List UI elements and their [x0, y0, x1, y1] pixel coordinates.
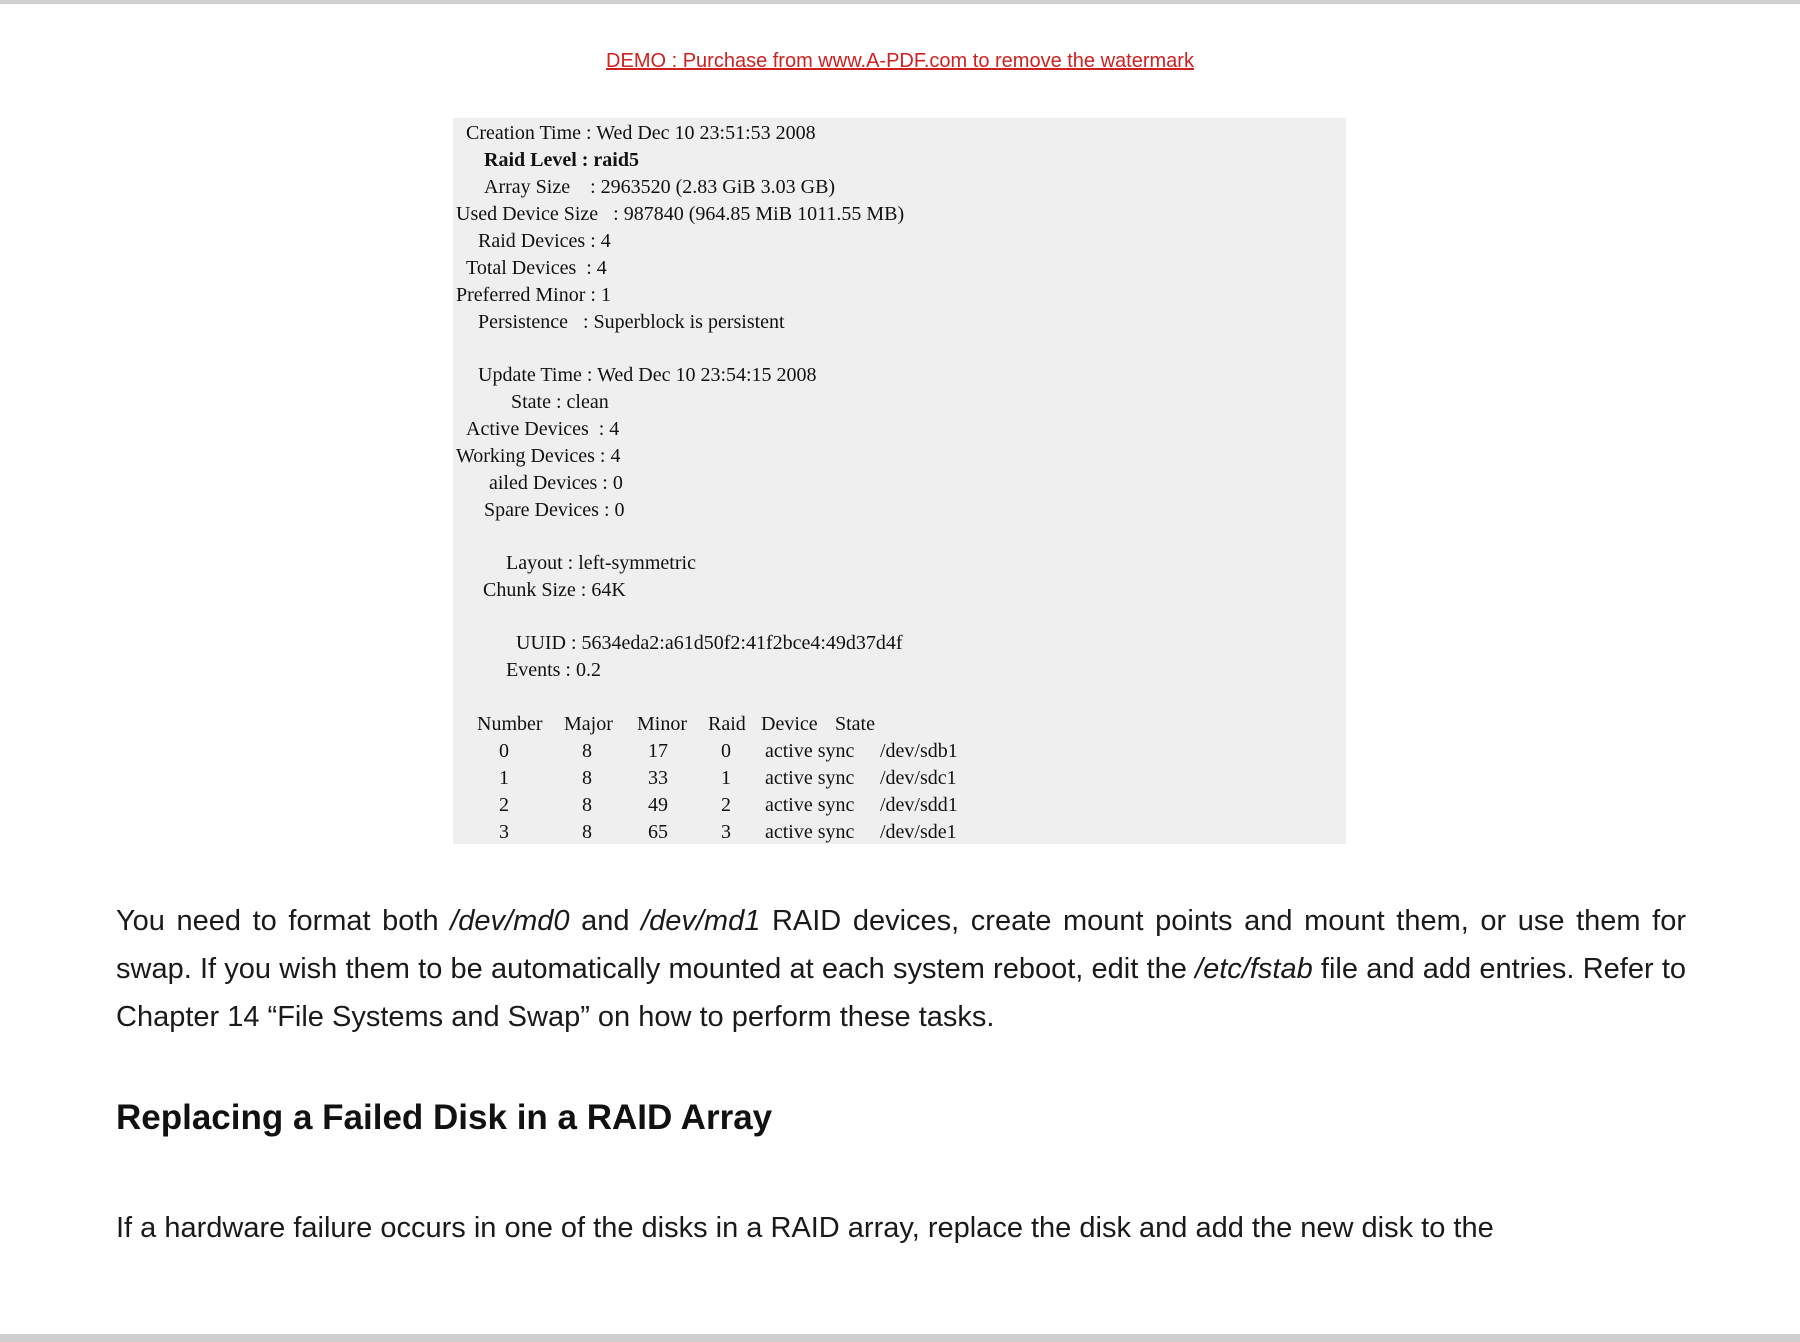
table-header-raid: Raid — [708, 713, 746, 735]
table-cell-major: 8 — [582, 767, 592, 789]
table-cell-minor: 65 — [648, 821, 668, 843]
demo-watermark: DEMO : Purchase from www.A-PDF.com to remove the watermark — [606, 50, 1194, 72]
table-cell-major: 8 — [582, 740, 592, 762]
state-line: State : clean — [511, 391, 609, 413]
table-cell-state: active sync — [765, 821, 855, 843]
creation-time-line: Creation Time : Wed Dec 10 23:51:53 2008 — [466, 122, 816, 144]
table-cell-number: 3 — [499, 821, 509, 843]
table-cell-number: 1 — [499, 767, 509, 789]
persistence-line: Persistence : Superblock is persistent — [478, 311, 785, 333]
path-fstab: /etc/fstab — [1195, 953, 1313, 985]
raid-devices-line: Raid Devices : 4 — [478, 230, 611, 252]
spare-devices-line: Spare Devices : 0 — [484, 499, 625, 521]
paragraph-text: RAID devices, create mount points and mount them, or use them for swap. If you wish them to be automatically mounted at each system reboot, edit the — [116, 905, 1687, 985]
table-cell-number: 2 — [499, 794, 509, 816]
body-paragraph-format-devices — [116, 897, 1686, 1041]
table-cell-major: 8 — [582, 821, 592, 843]
active-devices-line: Active Devices : 4 — [466, 418, 620, 440]
paragraph-text: and — [569, 905, 642, 937]
update-time-line: Update Time : Wed Dec 10 23:54:15 2008 — [478, 364, 817, 386]
table-cell-number: 0 — [499, 740, 509, 762]
table-header-minor: Minor — [637, 713, 687, 735]
paragraph-text: file and add entries. Refer to Chapter 14 “File Systems and Swap” on how to perform these tasks. — [116, 953, 1687, 1033]
table-header-major: Major — [564, 713, 613, 735]
table-cell-minor: 17 — [648, 740, 668, 762]
table-cell-state: active sync — [765, 794, 855, 816]
array-size-line: Array Size : 2963520 (2.83 GiB 3.03 GB) — [484, 176, 836, 198]
table-cell-device: /dev/sdb1 — [880, 740, 958, 762]
paragraph-text: You need to format both — [116, 905, 451, 937]
body-paragraph-hardware-failure: If a hardware failure occurs in one of the disks in a RAID array, replace the disk and add the new disk to the — [116, 1212, 1494, 1244]
table-cell-raid: 2 — [721, 794, 731, 816]
table-cell-device: /dev/sdc1 — [880, 767, 957, 789]
table-cell-raid: 1 — [721, 767, 731, 789]
events-line: Events : 0.2 — [506, 659, 601, 681]
table-header-device: Device — [761, 713, 818, 735]
chunk-size-line: Chunk Size : 64K — [483, 579, 626, 601]
preferred-minor-line: Preferred Minor : 1 — [456, 284, 611, 306]
table-cell-device: /dev/sde1 — [880, 821, 957, 843]
table-cell-minor: 49 — [648, 794, 668, 816]
raid-level-line: Raid Level : raid5 — [484, 149, 639, 171]
path-md0: /dev/md0 — [450, 905, 570, 937]
table-cell-raid: 0 — [721, 740, 731, 762]
path-md1: /dev/md1 — [641, 905, 761, 937]
mdadm-detail-screenshot — [453, 118, 1346, 844]
table-cell-raid: 3 — [721, 821, 731, 843]
total-devices-line: Total Devices : 4 — [466, 257, 607, 279]
uuid-line: UUID : 5634eda2:a61d50f2:41f2bce4:49d37d4f — [516, 632, 903, 654]
layout-line: Layout : left-symmetric — [506, 552, 696, 574]
section-heading: Replacing a Failed Disk in a RAID Array — [116, 1098, 773, 1137]
used-device-size-line: Used Device Size : 987840 (964.85 MiB 1011.55 MB) — [456, 203, 905, 225]
failed-devices-line: ailed Devices : 0 — [489, 472, 623, 494]
table-cell-state: active sync — [765, 740, 855, 762]
table-header-state: State — [835, 713, 875, 735]
table-header-number: Number — [477, 713, 543, 735]
table-cell-device: /dev/sdd1 — [880, 794, 958, 816]
working-devices-line: Working Devices : 4 — [456, 445, 621, 467]
top-page-border — [0, 0, 1800, 4]
table-cell-major: 8 — [582, 794, 592, 816]
bottom-page-border — [0, 1334, 1800, 1342]
table-cell-minor: 33 — [648, 767, 668, 789]
table-cell-state: active sync — [765, 767, 855, 789]
